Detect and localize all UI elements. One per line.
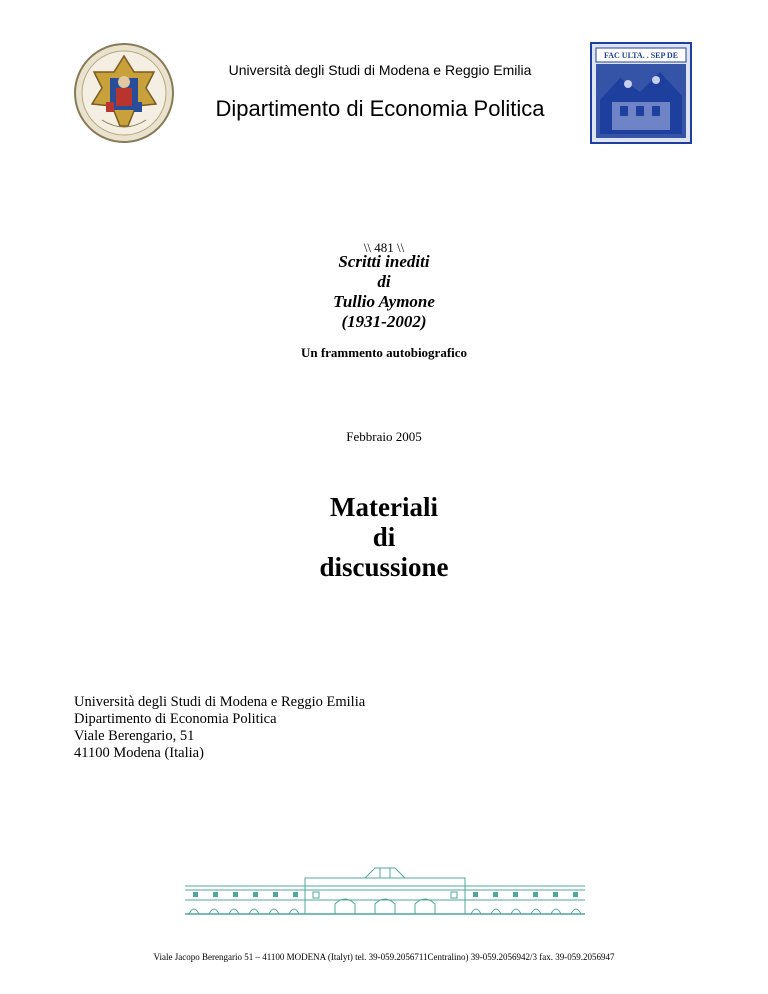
woodcut-lettering: FAC ULTA. . SEP DE	[603, 51, 679, 60]
subtitle: Un frammento autobiografico	[300, 345, 468, 360]
footer-contact: Viale Jacopo Berengario 51 – 41100 MODENA (Italyt) tel. 39-059.2056711Centralino) 39-059.2056942/3 fax. 39-059.2056947	[153, 952, 615, 962]
address-department: Dipartimento di Economia Politica	[74, 711, 277, 727]
building-facade-icon	[185, 866, 585, 916]
university-seal-icon	[72, 42, 176, 144]
address-city: 41100 Modena (Italia)	[74, 745, 204, 761]
department-woodcut-logo-icon	[590, 42, 692, 144]
title-years: (1931-2002)	[341, 312, 427, 331]
series-number: \\ 481 \\	[363, 240, 405, 255]
university-header: Università degli Studi di Modena e Reggio Emilia	[228, 62, 532, 78]
address-street: Viale Berengario, 51	[74, 728, 195, 744]
series-title-line-3: discussione	[319, 552, 449, 582]
publication-date: Febbraio 2005	[346, 429, 422, 444]
address-university: Università degli Studi di Modena e Reggio Emilia	[74, 694, 366, 710]
department-header: Dipartimento di Economia Politica	[215, 96, 545, 121]
series-title-line-1: Materiali	[330, 492, 438, 522]
title-author: Tullio Aymone	[333, 292, 435, 311]
series-title-line-2: di	[372, 522, 396, 552]
title-line-1: Scritti inediti	[338, 252, 430, 271]
title-line-2: di	[377, 272, 391, 291]
